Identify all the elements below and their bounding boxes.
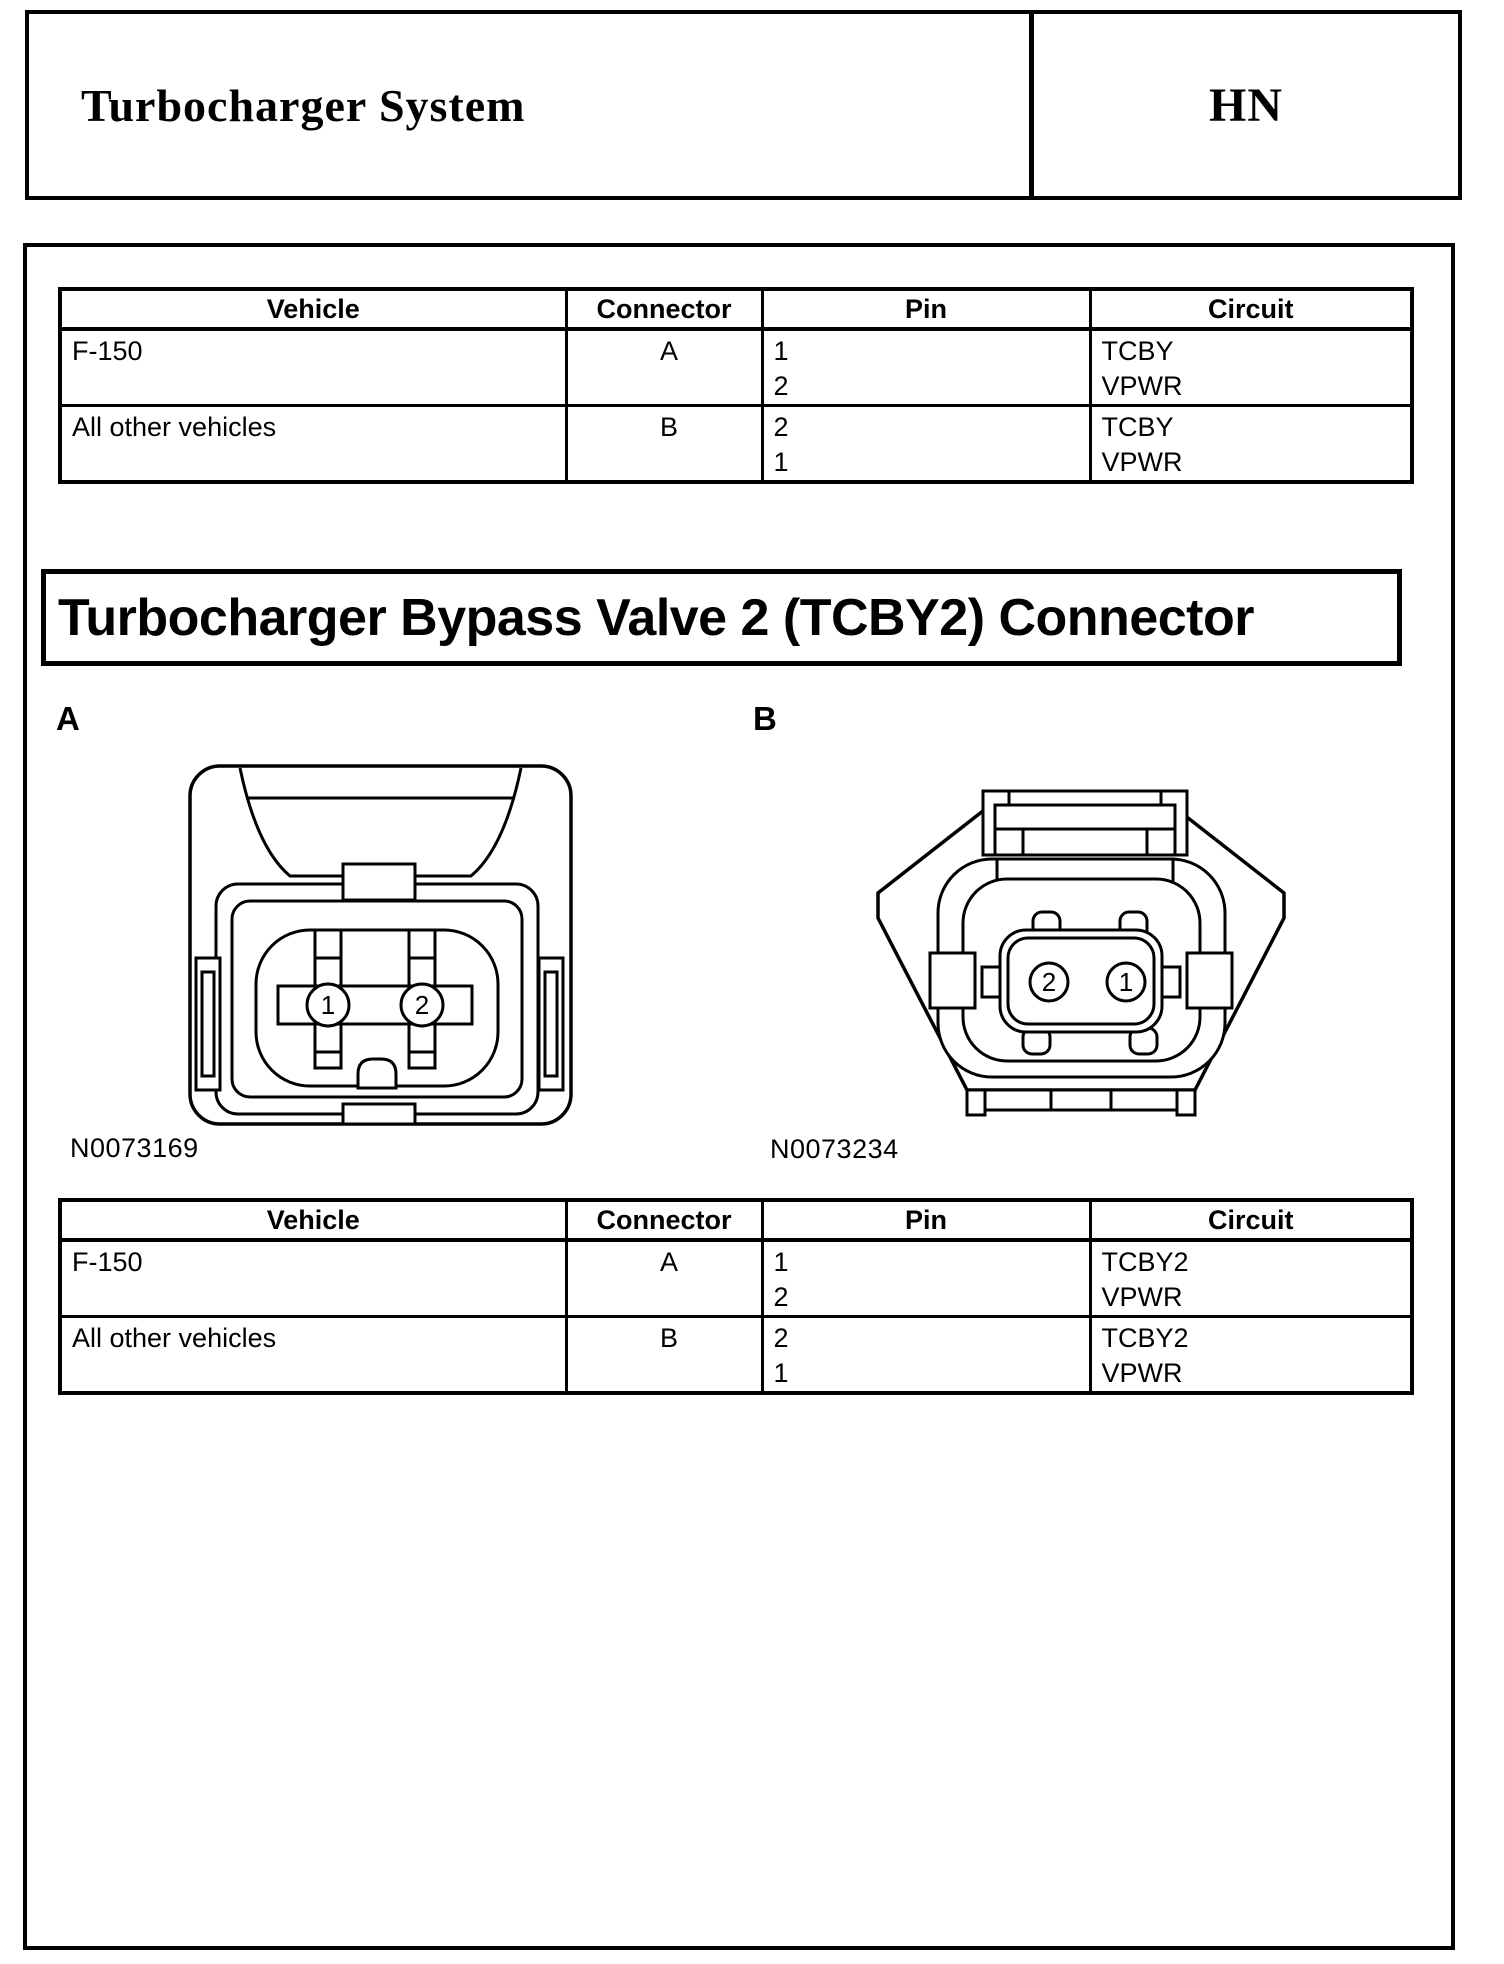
pin-cell	[762, 406, 1090, 483]
circuit-value: TCBY	[1101, 336, 1174, 366]
pin-cell	[762, 1317, 1090, 1394]
table-row	[60, 329, 1412, 406]
connector-cell: A	[566, 329, 762, 406]
connector-a-diagram	[188, 758, 573, 1126]
table-row	[60, 1317, 1412, 1394]
page-header-code-cell	[1034, 14, 1458, 196]
table-header-row	[60, 1200, 1412, 1240]
pin-2-number: 2	[1041, 967, 1057, 997]
vehicle-cell: F-150	[60, 329, 566, 406]
pin-cell	[762, 1240, 1090, 1317]
pin-value: 2	[773, 1282, 789, 1312]
table-header-row	[60, 289, 1412, 329]
column-header-connector: Connector	[566, 1200, 762, 1240]
pin-value: 1	[773, 1358, 789, 1388]
vehicle-cell: All other vehicles	[60, 1317, 566, 1394]
circuit-cell	[1090, 406, 1412, 483]
pin-value: 2	[773, 1323, 789, 1353]
circuit-cell	[1090, 329, 1412, 406]
connector-b-latch-top	[1009, 791, 1161, 805]
circuit-value: VPWR	[1101, 371, 1183, 401]
page-header-title-cell	[29, 14, 1034, 196]
pin-1-number: 1	[320, 990, 336, 1020]
pin-value: 1	[773, 447, 789, 477]
pin-value: 2	[773, 412, 789, 442]
circuit-value: VPWR	[1101, 1282, 1183, 1312]
page-title: Turbocharger System	[81, 79, 526, 131]
pinout-table-tcby2	[58, 1198, 1414, 1395]
figure-caption-b: N0073234	[770, 1134, 899, 1164]
pin-2-number: 2	[414, 990, 430, 1020]
connector-b-right-foot	[1177, 1090, 1195, 1115]
figure-caption-a: N0073169	[70, 1133, 199, 1163]
vehicle-cell: All other vehicles	[60, 406, 566, 483]
connector-cell: A	[566, 1240, 762, 1317]
section-title: Turbocharger Bypass Valve 2 (TCBY2) Connector	[58, 588, 1254, 647]
connector-a-slot	[409, 1022, 435, 1068]
pin-cell	[762, 329, 1090, 406]
pin-1-number: 1	[1118, 967, 1134, 997]
connector-a-left-latch-inner	[202, 972, 214, 1076]
circuit-value: TCBY	[1101, 412, 1174, 442]
column-header-vehicle: Vehicle	[60, 1200, 566, 1240]
column-header-circuit: Circuit	[1090, 1200, 1412, 1240]
connector-b-right-wing	[1187, 953, 1232, 1008]
connector-a-slot	[315, 1022, 341, 1068]
pinout-table-tcby	[58, 287, 1414, 484]
column-header-connector: Connector	[566, 289, 762, 329]
table-row	[60, 406, 1412, 483]
connector-a-top-tab	[343, 864, 415, 900]
connector-cell: B	[566, 406, 762, 483]
column-header-pin: Pin	[762, 1200, 1090, 1240]
vehicle-cell: F-150	[60, 1240, 566, 1317]
connector-a-keyway-notch	[358, 1059, 396, 1088]
pin-value: 1	[773, 336, 789, 366]
circuit-cell	[1090, 1240, 1412, 1317]
pin-value: 2	[773, 371, 789, 401]
connector-b-diagram	[855, 783, 1307, 1123]
section-heading-box	[41, 569, 1402, 666]
column-header-vehicle: Vehicle	[60, 289, 566, 329]
page-header	[25, 10, 1462, 200]
connector-a-right-latch-inner	[545, 972, 557, 1076]
connector-a-bottom-tab	[343, 1104, 415, 1124]
connector-b-left-wing	[930, 953, 975, 1008]
pin-value: 1	[773, 1247, 789, 1277]
circuit-value: VPWR	[1101, 447, 1183, 477]
connector-a-label: A	[56, 700, 80, 737]
connector-b-latch-beam	[995, 805, 1175, 829]
section-code: HN	[1209, 78, 1283, 132]
connector-cell: B	[566, 1317, 762, 1394]
circuit-value: TCBY2	[1101, 1247, 1189, 1277]
table-row	[60, 1240, 1412, 1317]
circuit-value: TCBY2	[1101, 1323, 1189, 1353]
column-header-circuit: Circuit	[1090, 289, 1412, 329]
connector-b-left-foot	[967, 1090, 985, 1115]
connector-b-latch-slot-left	[995, 829, 1023, 855]
connector-b-latch-slot-right	[1147, 829, 1175, 855]
circuit-value: VPWR	[1101, 1358, 1183, 1388]
column-header-pin: Pin	[762, 289, 1090, 329]
connector-b-bottom-band	[985, 1090, 1177, 1110]
connector-b-label: B	[753, 700, 777, 737]
circuit-cell	[1090, 1317, 1412, 1394]
